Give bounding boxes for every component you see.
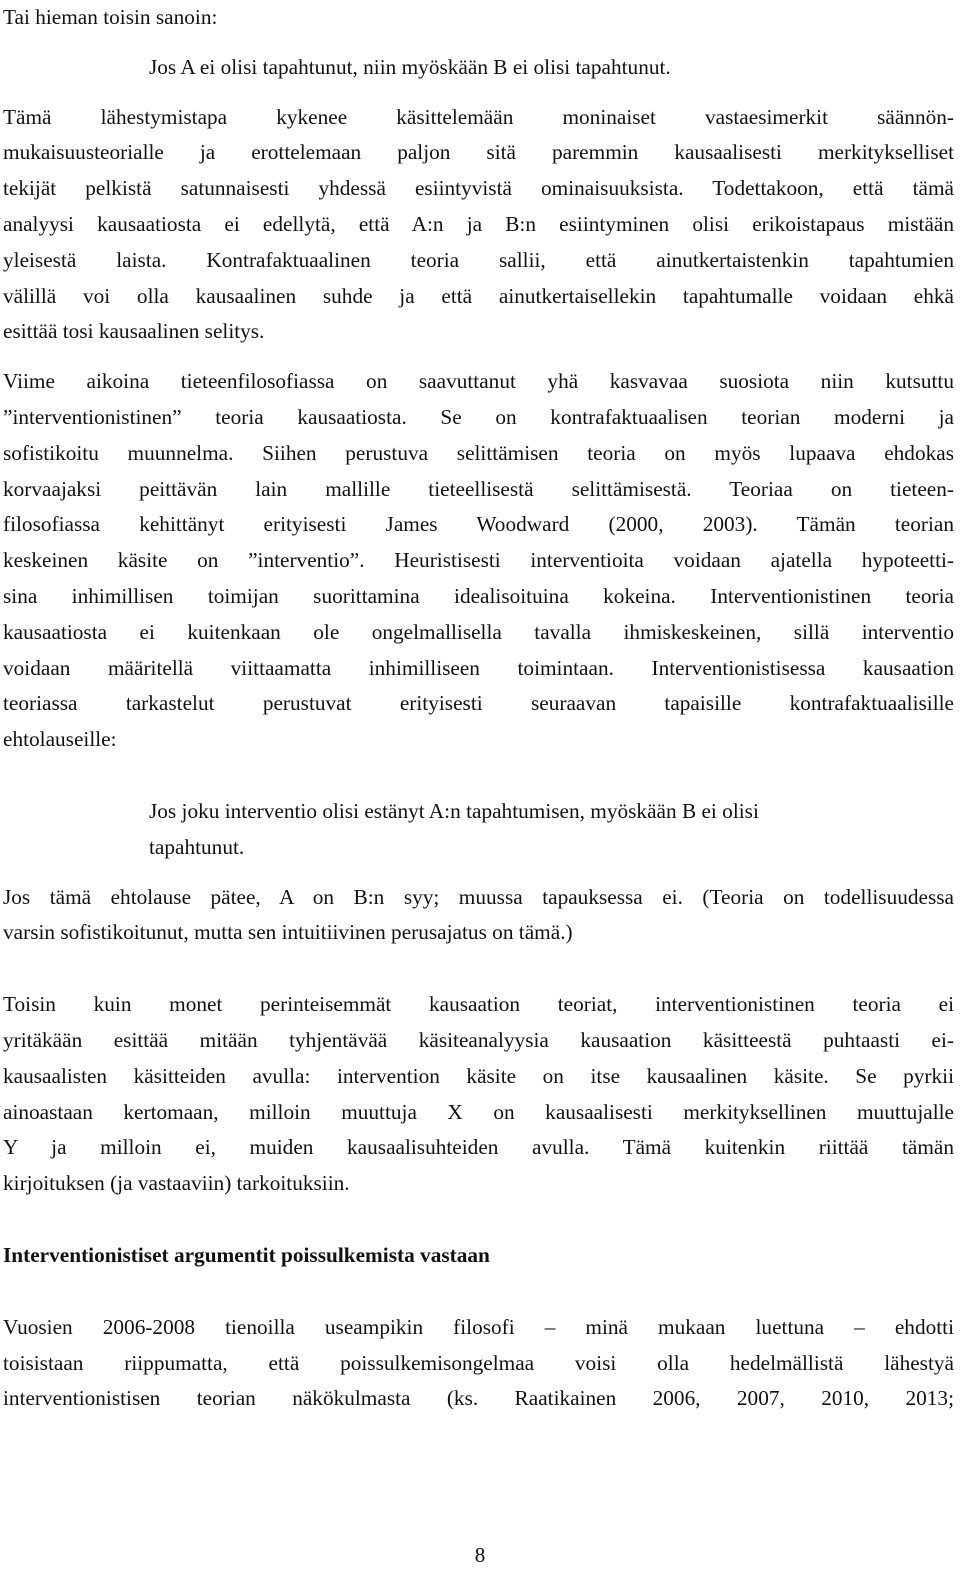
text-line: sofistikoitu muunnelma. Siihen perustuva selittämisen teoria on myös lupaava ehdokas [3, 440, 954, 465]
text-line: esittää tosi kausaalinen selitys. [3, 319, 265, 344]
text-line: Jos joku interventio olisi estänyt A:n tapahtumisen, myöskään B ei olisi [149, 798, 759, 823]
paragraph-conditional-result [3, 880, 954, 952]
text-line: Viime aikoina tieteenfilosofiassa on saavuttanut yhä kasvavaa suosiota niin kutsuttu [3, 369, 954, 394]
text-line: ehtolauseille: [3, 727, 117, 752]
text-line: filosofiassa kehittänyt erityisesti James Woodward (2000, 2003). Tämän teorian [3, 512, 954, 537]
page-number: 8 [474, 1543, 486, 1567]
text-line: analyysi kausaatiosta ei edellytä, että A:n ja B:n esiintyminen olisi erikoistapaus mistään [3, 211, 954, 236]
text-line: interventionistisen teorian näkökulmasta (ks. Raatikainen 2006, 2007, 2010, 2013; [3, 1386, 954, 1411]
text-line: Vuosien 2006-2008 tienoilla useampikin filosofi – minä mukaan luettuna – ehdotti [3, 1314, 954, 1339]
text-line: varsin sofistikoitunut, mutta sen intuitiivinen perusajatus on tämä.) [3, 920, 573, 945]
paragraph-exclusion-arguments [3, 1310, 954, 1417]
text-line: ainoastaan kertomaan, milloin muuttuja X on kausaalisesti merkityksellinen muuttujalle [3, 1099, 954, 1124]
text-line: yritäkään esittää mitään tyhjentävää käsiteanalyysia kausaation käsitteestä puhtaasti ei- [3, 1027, 954, 1052]
quote-intervention-conditional [3, 794, 954, 866]
text-line: Y ja milloin ei, muiden kausaalisuhteiden avulla. Tämä kuitenkin riittää tämän [3, 1135, 954, 1160]
paragraph-interventionism [3, 364, 954, 758]
text-line: Toisin kuin monet perinteisemmät kausaation teoriat, interventionistinen teoria ei [3, 992, 954, 1017]
section-heading: Interventionistiset argumentit poissulkemista vastaan [3, 1242, 490, 1267]
text-line: mukaisuusteorialle ja erottelemaan paljon sitä paremmin kausaalisesti merkitykselliset [3, 140, 954, 165]
text-line: teoriassa tarkastelut perustuvat erityisesti seuraavan tapaisille kontrafaktuaalisille [3, 691, 954, 716]
text-line: Tämä lähestymistapa kykenee käsittelemään moninaiset vastaesimerkit säännön- [3, 104, 954, 129]
text-line: kausaatiosta ei kuitenkaan ole ongelmallisella tavalla ihmiskeskeinen, sillä interventio [3, 619, 954, 644]
text-line: tapahtunut. [149, 834, 245, 859]
paragraph-counterfactual-theory [3, 100, 954, 351]
text-line: tekijät pelkistä satunnaisesti yhdessä esiintyvistä ominaisuuksista. Todettakoon, että tämä [3, 176, 954, 201]
text-line: välillä voi olla kausaalinen suhde ja että ainutkertaisellekin tapahtumalle voidaan ehkä [3, 283, 954, 308]
text-line: yleisestä laista. Kontrafaktuaalinen teoria sallii, että ainutkertaistenkin tapahtumien [3, 247, 954, 272]
text-line: Jos tämä ehtolause pätee, A on B:n syy; muussa tapauksessa ei. (Teoria on todellisuudessa [3, 884, 954, 909]
text-line: kausaalisten käsitteiden avulla: intervention käsite on itse kausaalinen käsite. Se pyrkii [3, 1063, 954, 1088]
text-line: voidaan määritellä viittaamatta inhimilliseen toimintaan. Interventionistisessa kausaation [3, 655, 954, 680]
text-line: kirjoituksen (ja vastaaviin) tarkoituksiin. [3, 1171, 350, 1196]
paragraph-conceptual-analysis [3, 987, 954, 1202]
quote-counterfactual: Jos A ei olisi tapahtunut, niin myöskään B ei olisi tapahtunut. [149, 54, 671, 79]
intro-line: Tai hieman toisin sanoin: [3, 5, 218, 29]
text-line: keskeinen käsite on ”interventio”. Heuristisesti interventioita voidaan ajatella hypoteetti- [3, 548, 954, 573]
text-line: korvaajaksi peittävän lain mallille tieteellisestä selittämisestä. Teoriaa on tieteen- [3, 476, 954, 501]
text-line: toisistaan riippumatta, että poissulkemisongelmaa voisi olla hedelmällistä lähestyä [3, 1350, 954, 1375]
text-line: ”interventionistinen” teoria kausaatiosta. Se on kontrafaktuaalisen teorian moderni ja [3, 404, 954, 429]
text-line: sina inhimillisen toimijan suorittamina idealisoituina kokeina. Interventionistinen teoria [3, 583, 954, 608]
